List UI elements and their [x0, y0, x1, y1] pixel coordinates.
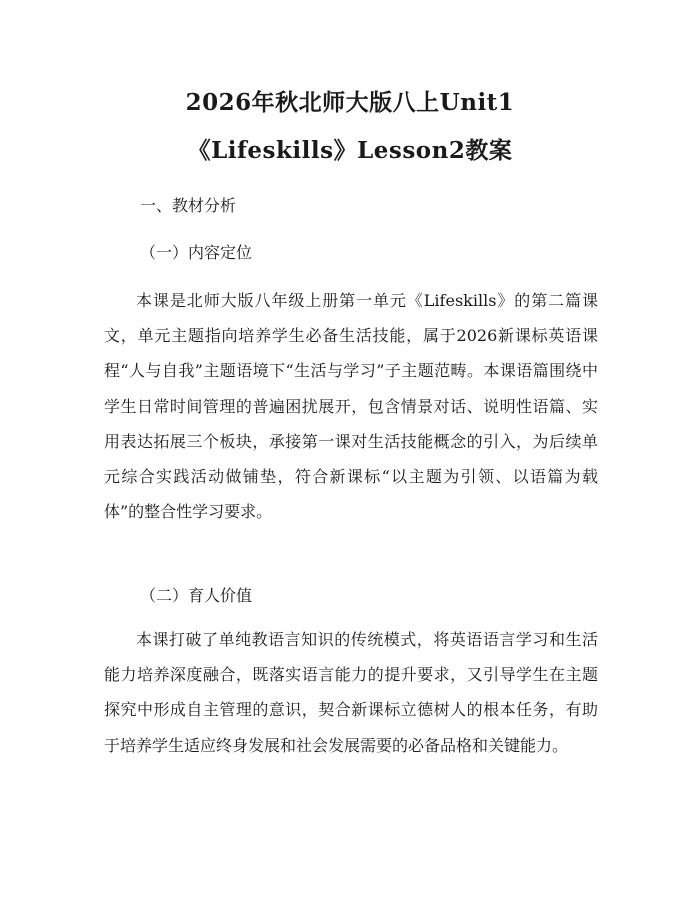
subsection-heading-educational-value: （二）育人价值: [140, 586, 253, 605]
subsection-heading-content-positioning: （一）内容定位: [140, 243, 253, 262]
section-heading-textbook-analysis: 一、教材分析: [140, 196, 237, 215]
document-title-line-1: 2026年秋北师大版八上Unit1: [185, 89, 515, 116]
paragraph-educational-value: 本课打破了单纯教语言知识的传统模式，将英语语言学习和生活能力培养深度融合，既落实语言能力的提升要求，又引导学生在主题探究中形成自主管理的意识，契合新课标立德树人的根本任务，有助于培养学生适应终身发展和社会发展需要的必备品格和关键能力。: [104, 630, 598, 755]
document-title-line-2: 《Lifeskills》Lesson2教案: [187, 137, 513, 164]
paragraph-content-positioning: 本课是北师大版八年级上册第一单元《Lifeskills》的第二篇课文，单元主题指向培养学生必备生活技能，属于2026新课标英语课程“人与自我”主题语境下“生活与学习”子主题范畴。本课语篇围绕中学生日常时间管理的普遍困扰展开，包含情景对话、说明性语篇、实用表达拓展三个板块，承接第一课对生活技能概念的引入，为后续单元综合实践活动做铺垫，符合新课标“以主题为引领、以语篇为载体”的整合性学习要求。: [104, 291, 598, 522]
